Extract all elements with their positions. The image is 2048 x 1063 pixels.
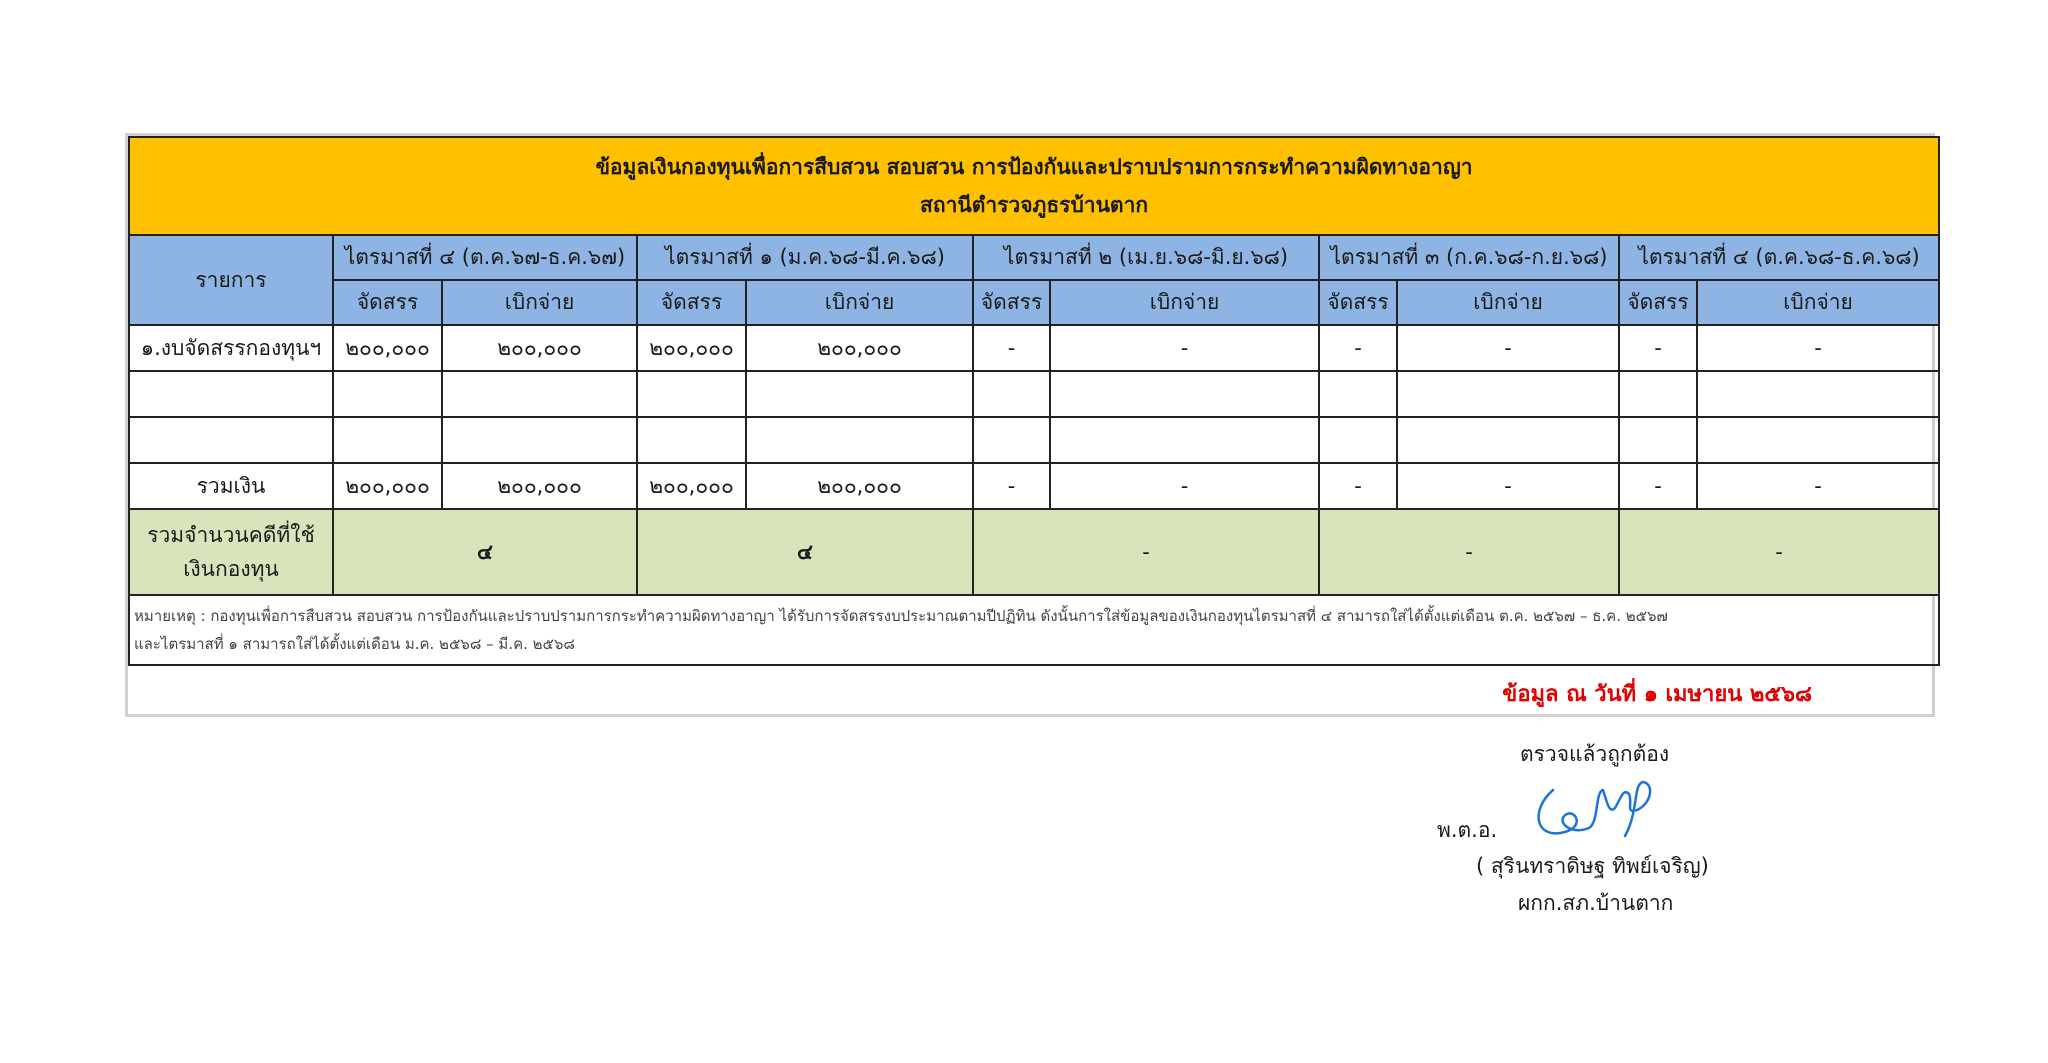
as-of-date: ข้อมูล ณ วันที่ ๑ เมษายน ๒๕๖๘ [1502, 682, 1812, 707]
signature-mark [1525, 770, 1665, 850]
cell-value [973, 417, 1050, 463]
signer-rank: พ.ต.อ. [1437, 818, 1498, 842]
cell-value [1050, 371, 1319, 417]
allocated-header: จัดสรร [973, 280, 1050, 325]
cases-value: ๔ [637, 509, 973, 595]
note-line-2: และไตรมาสที่ ๑ สามารถใส่ได้ตั้งแต่เดือน ม.ค. ๒๕๖๘ – มี.ค. ๒๕๖๘ [134, 635, 575, 653]
cases-label-line-2: เงินกองทุน [183, 557, 279, 581]
quarter-header-3: ไตรมาสที่ ๒ (เม.ย.๖๘-มิ.ย.๖๘) [973, 235, 1319, 280]
row-label [129, 371, 333, 417]
cell-value: - [1050, 325, 1319, 371]
cell-value: ๒๐๐,๐๐๐ [746, 463, 973, 509]
cell-value [1619, 371, 1697, 417]
title-line-2: สถานีตำรวจภูธรบ้านตาก [920, 193, 1149, 217]
report-sheet [125, 133, 1935, 717]
cell-value [1397, 371, 1619, 417]
cell-value: ๒๐๐,๐๐๐ [333, 463, 442, 509]
cell-value: - [1319, 325, 1397, 371]
as-of-row [128, 666, 1932, 714]
row-label: รวมเงิน [129, 463, 333, 509]
cell-value: - [1319, 463, 1397, 509]
cell-value: ๒๐๐,๐๐๐ [637, 325, 746, 371]
disbursed-header: เบิกจ่าย [746, 280, 973, 325]
cell-value [746, 371, 973, 417]
cell-value [1697, 417, 1939, 463]
cell-value [973, 371, 1050, 417]
cell-value: ๒๐๐,๐๐๐ [333, 325, 442, 371]
cases-label-line-1: รวมจำนวนคดีที่ใช้ [147, 523, 315, 547]
allocated-header: จัดสรร [333, 280, 442, 325]
cell-value: ๒๐๐,๐๐๐ [442, 325, 637, 371]
cell-value [1397, 417, 1619, 463]
row-label [129, 417, 333, 463]
cases-value: - [1319, 509, 1619, 595]
cell-value [1050, 417, 1319, 463]
cell-value [333, 371, 442, 417]
allocated-header: จัดสรร [1619, 280, 1697, 325]
cell-value [746, 417, 973, 463]
checked-label: ตรวจแล้วถูกต้อง [1520, 742, 1670, 766]
cell-value [442, 417, 637, 463]
disbursed-header: เบิกจ่าย [1397, 280, 1619, 325]
cell-value: - [1619, 463, 1697, 509]
item-header: รายการ [129, 235, 333, 325]
total-row [129, 463, 1939, 509]
allocated-header: จัดสรร [637, 280, 746, 325]
cell-value: - [1619, 325, 1697, 371]
note-line-1: หมายเหตุ : กองทุนเพื่อการสืบสวน สอบสวน การป้องกันและปราบปรามการกระทำความผิดทางอาญา ได้รับการจัดสรรงบประมาณตามปีปฏิทิน ดังนั้นการใส่ข้อมูลของเงินกองทุนไตรมาสที่ ๔ สามารถใส่ได้ตั้งแต่เดือน ต.ค. ๒๕๖๗ – ธ.ค. ๒๕๖๗ [134, 607, 1668, 625]
cell-value: - [1397, 463, 1619, 509]
allocated-header: จัดสรร [1319, 280, 1397, 325]
cell-value: - [1697, 463, 1939, 509]
cell-value: - [973, 463, 1050, 509]
signer-position: ผกก.สภ.บ้านตาก [1518, 891, 1674, 915]
title-line-1: ข้อมูลเงินกองทุนเพื่อการสืบสวน สอบสวน การป้องกันและปราบปรามการกระทำความผิดทางอาญา [595, 155, 1473, 179]
cell-value: - [1050, 463, 1319, 509]
cases-value: ๔ [333, 509, 637, 595]
table-row [129, 325, 1939, 371]
cases-value: - [1619, 509, 1939, 595]
cell-value: - [973, 325, 1050, 371]
cell-value [1319, 417, 1397, 463]
cell-value [637, 417, 746, 463]
cell-value [442, 371, 637, 417]
note [129, 595, 1939, 665]
cell-value: ๒๐๐,๐๐๐ [637, 463, 746, 509]
cases-row [129, 509, 1939, 595]
quarter-header-4: ไตรมาสที่ ๓ (ก.ค.๖๘-ก.ย.๖๘) [1319, 235, 1619, 280]
cell-value: - [1697, 325, 1939, 371]
cell-value: ๒๐๐,๐๐๐ [746, 325, 973, 371]
cases-label [129, 509, 333, 595]
cell-value: ๒๐๐,๐๐๐ [442, 463, 637, 509]
cases-value: - [973, 509, 1319, 595]
cell-value [1697, 371, 1939, 417]
disbursed-header: เบิกจ่าย [1697, 280, 1939, 325]
quarter-header-1: ไตรมาสที่ ๔ (ต.ค.๖๗-ธ.ค.๖๗) [333, 235, 637, 280]
cell-value [1319, 371, 1397, 417]
cell-value [333, 417, 442, 463]
cell-value [637, 371, 746, 417]
cell-value: - [1397, 325, 1619, 371]
signer-name: ( สุรินทราดิษฐ ทิพย์เจริญ) [1476, 854, 1709, 878]
disbursed-header: เบิกจ่าย [442, 280, 637, 325]
cell-value [1619, 417, 1697, 463]
fund-table [128, 136, 1940, 666]
table-row [129, 371, 1939, 417]
quarter-header-2: ไตรมาสที่ ๑ (ม.ค.๖๘-มี.ค.๖๘) [637, 235, 973, 280]
table-row [129, 417, 1939, 463]
table-title [129, 137, 1939, 235]
row-label: ๑.งบจัดสรรกองทุนฯ [129, 325, 333, 371]
disbursed-header: เบิกจ่าย [1050, 280, 1319, 325]
quarter-header-5: ไตรมาสที่ ๔ (ต.ค.๖๘-ธ.ค.๖๘) [1619, 235, 1939, 280]
